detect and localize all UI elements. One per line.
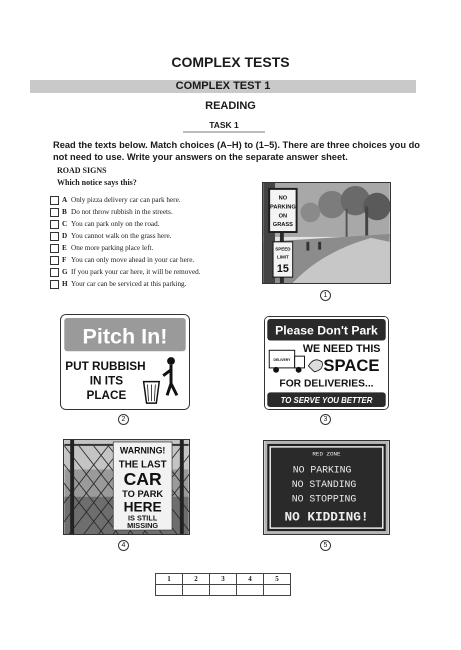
- sign-3-line-2: SPACE: [323, 355, 380, 375]
- task-title: TASK 1: [183, 120, 265, 133]
- option-e[interactable]: [50, 242, 255, 254]
- sign-3-line-3: FOR DELIVERIES...: [279, 378, 374, 390]
- option-checkbox[interactable]: [50, 232, 59, 241]
- option-checkbox[interactable]: [50, 220, 59, 229]
- sign-1-line-3: ON: [278, 213, 288, 220]
- option-checkbox[interactable]: [50, 268, 59, 277]
- option-letter: E: [62, 244, 67, 252]
- question: Which notice says this?: [57, 178, 137, 187]
- sign-5-line-3: NO STOPPING: [291, 493, 357, 505]
- answer-table-row: [156, 585, 291, 596]
- sign-5-image: [264, 441, 389, 534]
- sign-4-line-4: TO PARK: [122, 488, 164, 499]
- option-text: Your car can be serviced at this parking.: [71, 280, 187, 288]
- sign-2-photo: [60, 314, 190, 410]
- sign-3-number: 3: [320, 414, 331, 425]
- option-d[interactable]: [50, 230, 255, 242]
- sign-4-line-5: HERE: [123, 499, 162, 515]
- sign-3-photo: [264, 316, 389, 410]
- sign-5-line-4: NO KIDDING!: [284, 509, 369, 525]
- instructions: Read the texts below. Match choices (A–H) to (1–5). There are three choices you do not need to use. Write your answers on the separate answer sheet.: [53, 140, 420, 162]
- sign-5-photo: [263, 440, 390, 535]
- sign-1-speed-1: SPEED: [275, 246, 291, 252]
- answer-cell-3[interactable]: [210, 585, 237, 596]
- option-text: If you park your car here, it will be removed.: [71, 268, 201, 276]
- sign-2-image: [61, 315, 189, 409]
- sign-2-line-1: PUT RUBBISH: [65, 359, 146, 373]
- section-title: READING: [205, 100, 256, 112]
- option-text: You can only move ahead in your car here.: [71, 256, 195, 264]
- option-g[interactable]: [50, 266, 255, 278]
- sign-3-truck-text: DELIVERY: [273, 358, 291, 363]
- answer-header-1: 1: [156, 574, 183, 585]
- option-text: Do not throw rubbish in the streets.: [71, 208, 173, 216]
- sign-3-footer: TO SERVE YOU BETTER: [280, 396, 373, 406]
- answer-header-5: 5: [264, 574, 291, 585]
- test-title: COMPLEX TEST 1: [30, 80, 416, 93]
- option-checkbox[interactable]: [50, 244, 59, 253]
- sign-3-line-1: WE NEED THIS: [302, 343, 381, 356]
- sign-5-number: 5: [320, 540, 331, 551]
- option-text: You cannot walk on the grass here.: [71, 232, 172, 240]
- sign-1-line-2: PARKING: [270, 204, 296, 211]
- sign-4-line-1: WARNING!: [119, 445, 166, 456]
- answer-table: [155, 573, 291, 596]
- option-letter: G: [62, 268, 68, 276]
- option-c[interactable]: [50, 218, 255, 230]
- answer-cell-5[interactable]: [264, 585, 291, 596]
- option-checkbox[interactable]: [50, 280, 59, 289]
- option-f[interactable]: [50, 254, 255, 266]
- sign-2-number: 2: [118, 414, 129, 425]
- option-text: You can park only on the road.: [71, 220, 160, 228]
- sign-1-image: [263, 183, 390, 283]
- option-checkbox[interactable]: [50, 208, 59, 217]
- option-letter: H: [62, 280, 68, 288]
- answer-header-3: 3: [210, 574, 237, 585]
- sign-2-header: Pitch In!: [82, 324, 168, 349]
- sign-4-number: 4: [118, 540, 129, 551]
- sign-5-line-1: NO PARKING: [292, 464, 352, 476]
- sign-1-line-4: GRASS: [272, 222, 293, 229]
- option-checkbox[interactable]: [50, 256, 59, 265]
- option-h[interactable]: [50, 278, 255, 290]
- option-text: Only pizza delivery car can park here.: [71, 196, 181, 204]
- answer-cell-2[interactable]: [183, 585, 210, 596]
- sign-4-line-3: CAR: [123, 469, 162, 490]
- sign-5-line-2: NO STANDING: [291, 479, 357, 491]
- option-text: One more parking place left.: [71, 244, 154, 252]
- sign-4-line-7: MISSING: [127, 521, 159, 531]
- option-checkbox[interactable]: [50, 196, 59, 205]
- option-b[interactable]: [50, 206, 255, 218]
- page-title: COMPLEX TESTS: [171, 54, 290, 70]
- sign-3-image: [265, 317, 388, 409]
- answer-header-2: 2: [183, 574, 210, 585]
- answer-table-header-row: [156, 574, 291, 585]
- sign-1-speed-2: LIMIT: [276, 254, 289, 260]
- option-letter: B: [62, 208, 67, 216]
- options-list: [50, 194, 255, 290]
- sign-5-header: RED ZONE: [312, 450, 341, 458]
- sign-1-number: 1: [320, 290, 331, 301]
- option-letter: F: [62, 256, 67, 264]
- option-letter: D: [62, 232, 68, 240]
- sign-4-image: [64, 440, 189, 534]
- sign-1-photo: [262, 182, 391, 284]
- sign-4-line-2: THE LAST: [118, 459, 167, 471]
- sign-4-line-6: IS STILL: [127, 513, 158, 523]
- sign-1-line-1: NO: [278, 195, 288, 202]
- answer-cell-4[interactable]: [237, 585, 264, 596]
- sign-3-header: Please Don't Park: [275, 323, 378, 338]
- sign-4-photo: [63, 439, 190, 535]
- option-letter: C: [62, 220, 68, 228]
- sign-2-line-2: IN ITS: [89, 374, 124, 388]
- option-a[interactable]: [50, 194, 255, 206]
- answer-cell-1[interactable]: [156, 585, 183, 596]
- road-signs-heading: ROAD SIGNS: [57, 166, 107, 175]
- answer-header-4: 4: [237, 574, 264, 585]
- option-letter: A: [62, 196, 68, 204]
- sign-1-speed-3: 15: [276, 263, 289, 276]
- sign-2-line-3: PLACE: [86, 389, 127, 403]
